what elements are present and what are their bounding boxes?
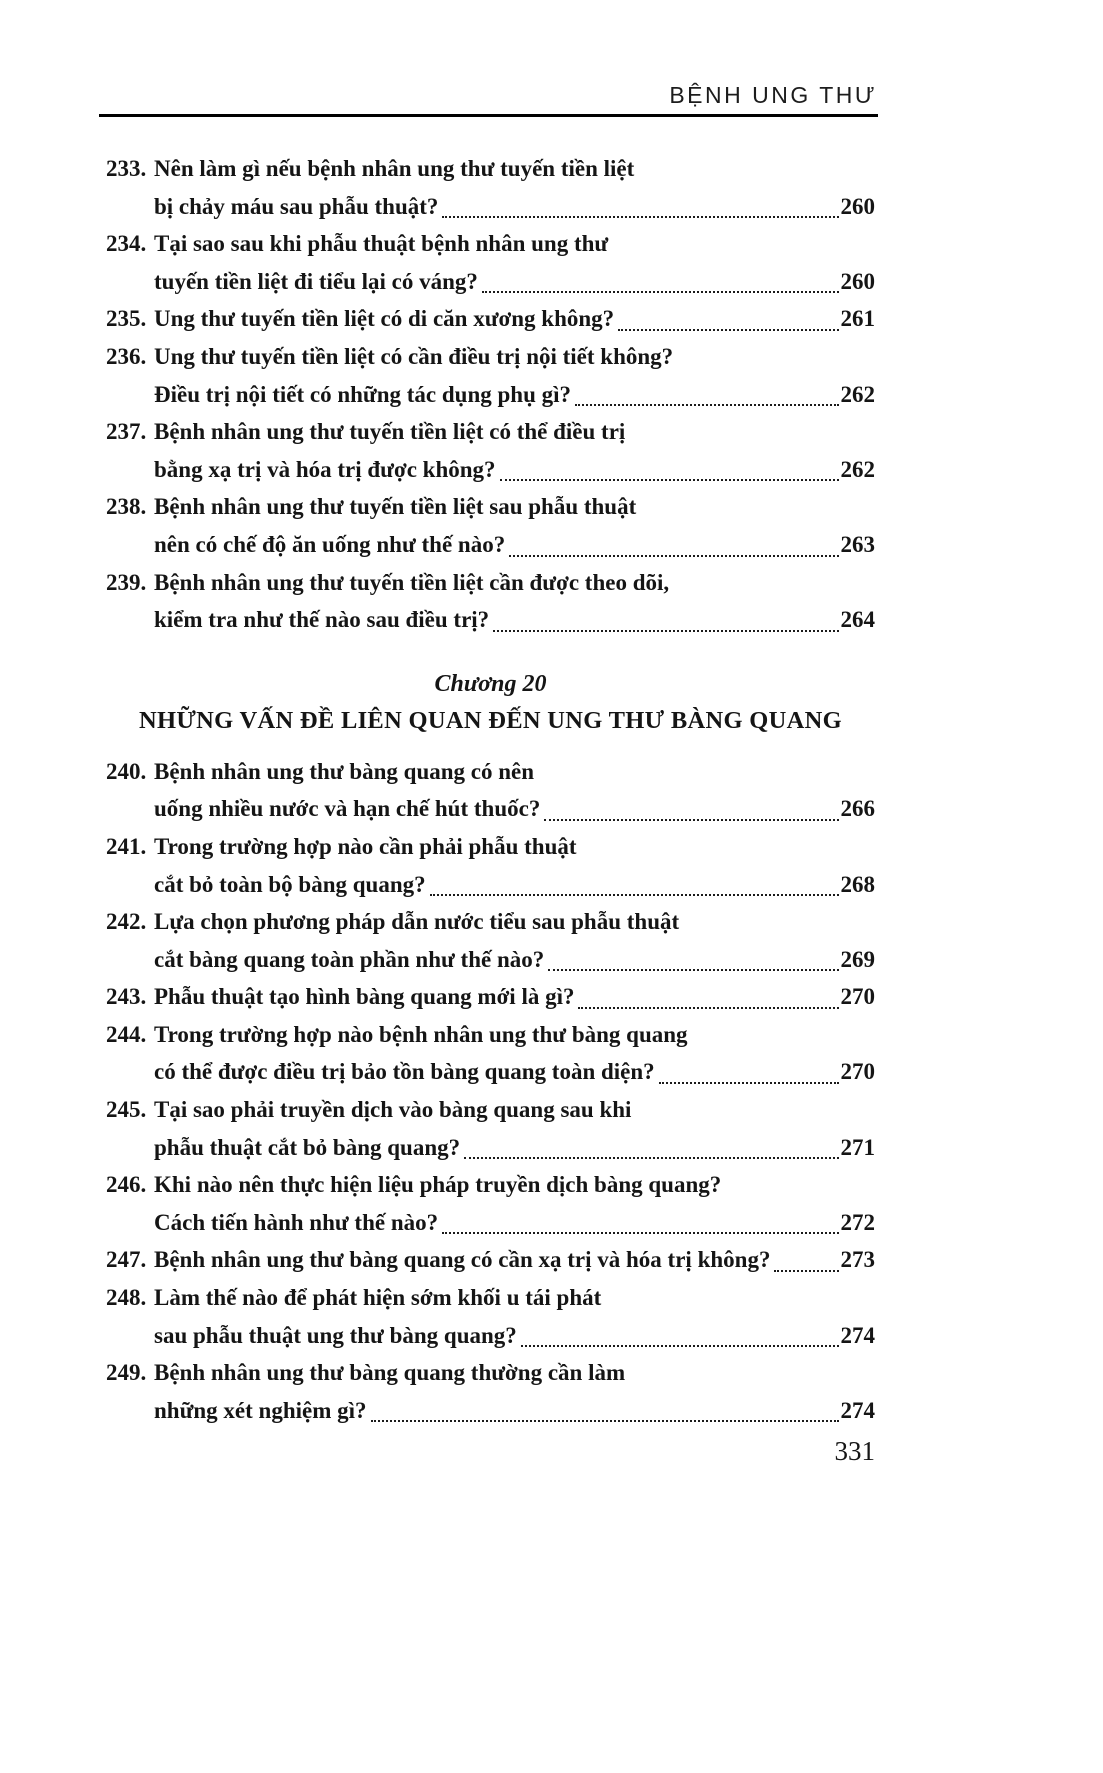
dot-leader — [430, 894, 839, 896]
chapter-number: Chương 20 — [434, 670, 547, 697]
entry-text: phẫu thuật cắt bỏ bàng quang? — [154, 1134, 461, 1160]
entry-number: 242. — [106, 909, 147, 935]
toc-line — [106, 1241, 875, 1279]
toc-entry — [106, 903, 875, 978]
entry-text: Bệnh nhân ung thư bàng quang có nên — [154, 758, 535, 784]
toc-line — [106, 263, 875, 301]
dot-leader — [442, 216, 838, 218]
dot-leader — [442, 1232, 838, 1234]
entry-text: Bệnh nhân ung thư tuyến tiền liệt cần được theo dõi, — [154, 569, 670, 595]
dot-leader — [548, 969, 838, 971]
entry-page-number: 264 — [840, 607, 875, 633]
dot-leader — [371, 1420, 839, 1422]
toc-line — [106, 1129, 875, 1167]
entry-number: 249. — [106, 1360, 147, 1386]
entry-text: Bệnh nhân ung thư bàng quang thường cần làm — [154, 1360, 626, 1386]
entry-page-number: 266 — [840, 796, 875, 822]
dot-leader — [509, 555, 838, 557]
toc-line — [106, 225, 875, 263]
dot-leader — [578, 1007, 838, 1009]
toc-line — [106, 1053, 875, 1091]
toc-line — [106, 526, 875, 564]
entry-number: 233. — [106, 156, 147, 181]
toc-line — [106, 1016, 875, 1054]
page-number: 331 — [834, 1436, 875, 1466]
entry-page-number: 262 — [840, 456, 875, 482]
entry-text: cắt bàng quang toàn phần như thế nào? — [154, 946, 545, 972]
toc-line — [106, 413, 875, 451]
toc-line — [106, 1392, 875, 1430]
toc-line — [106, 1279, 875, 1317]
entry-number: 239. — [106, 569, 147, 595]
toc-entry — [106, 1016, 875, 1091]
toc-entry — [106, 1166, 875, 1241]
toc-entry — [106, 1279, 875, 1354]
toc-entry — [106, 300, 875, 338]
entry-text: có thể được điều trị bảo tồn bàng quang toàn diện? — [154, 1059, 655, 1085]
entry-page-number: 270 — [840, 984, 875, 1010]
entry-text: Ung thư tuyến tiền liệt có di căn xương không? — [154, 306, 615, 332]
dot-leader — [618, 329, 838, 331]
entry-text: kiểm tra như thế nào sau điều trị? — [154, 607, 490, 633]
entry-page-number: 262 — [840, 381, 875, 407]
entry-page-number: 260 — [840, 268, 875, 294]
entry-text: những xét nghiệm gì? — [154, 1397, 367, 1423]
entry-text: bằng xạ trị và hóa trị được không? — [154, 456, 496, 482]
toc-entry — [106, 1091, 875, 1166]
toc-line — [106, 564, 875, 602]
dot-leader — [774, 1270, 838, 1272]
entry-text: Ung thư tuyến tiền liệt có cần điều trị nội tiết không? — [154, 343, 674, 369]
entry-page-number: 274 — [840, 1397, 875, 1423]
entry-number: 235. — [106, 306, 147, 332]
toc-entry — [106, 1241, 875, 1279]
toc-entry — [106, 564, 875, 639]
entry-number: 248. — [106, 1285, 147, 1311]
entry-text: Cách tiến hành như thế nào? — [154, 1209, 439, 1235]
dot-leader — [500, 479, 839, 481]
entry-page-number: 263 — [840, 531, 875, 557]
dot-leader — [464, 1157, 838, 1159]
chapter-title: NHỮNG VẤN ĐỀ LIÊN QUAN ĐẾN UNG THƯ BÀNG QUANG — [139, 706, 842, 734]
entry-page-number: 260 — [840, 193, 875, 219]
entry-number: 234. — [106, 231, 147, 257]
entry-text: cắt bỏ toàn bộ bàng quang? — [154, 871, 426, 897]
toc-entry — [106, 488, 875, 563]
dot-leader — [521, 1345, 839, 1347]
toc-line — [106, 1354, 875, 1392]
entry-text: Tại sao sau khi phẫu thuật bệnh nhân ung thư — [154, 231, 609, 257]
header-rule — [99, 114, 878, 117]
entry-number: 246. — [106, 1172, 147, 1198]
toc-line — [106, 376, 875, 414]
toc-entry — [106, 1354, 875, 1429]
dot-leader — [544, 819, 838, 821]
entry-number: 238. — [106, 494, 147, 520]
entry-text: Tại sao phải truyền dịch vào bàng quang sau khi — [154, 1097, 632, 1123]
toc-line — [106, 941, 875, 979]
toc-line — [106, 866, 875, 904]
entry-page-number: 270 — [840, 1059, 875, 1085]
entry-text: Trong trường hợp nào cần phải phẫu thuật — [154, 833, 577, 859]
entry-number: 245. — [106, 1097, 147, 1123]
entry-text: bị chảy máu sau phẫu thuật? — [154, 193, 439, 219]
entry-text: Nên làm gì nếu bệnh nhân ung thư tuyến tiền liệt — [154, 156, 635, 181]
entry-page-number: 269 — [840, 946, 875, 972]
entry-number: 247. — [106, 1247, 147, 1273]
entry-page-number: 274 — [840, 1322, 875, 1348]
dot-leader — [493, 630, 838, 632]
toc-line — [106, 488, 875, 526]
toc-line — [106, 1204, 875, 1242]
entry-text: nên có chế độ ăn uống như thế nào? — [154, 531, 506, 557]
entry-text: tuyến tiền liệt đi tiểu lại có váng? — [154, 268, 478, 294]
dot-leader — [482, 291, 839, 293]
toc-entry — [106, 978, 875, 1016]
entry-number: 236. — [106, 343, 147, 369]
table-of-contents — [106, 150, 875, 1429]
entry-page-number: 261 — [840, 306, 875, 332]
toc-line — [106, 978, 875, 1016]
entry-number: 241. — [106, 833, 147, 859]
entry-text: Điều trị nội tiết có những tác dụng phụ gì? — [154, 381, 571, 407]
toc-line — [106, 1166, 875, 1204]
entry-text: Làm thế nào để phát hiện sớm khối u tái phát — [154, 1285, 602, 1311]
dot-leader — [575, 404, 839, 406]
entry-page-number: 268 — [840, 871, 875, 897]
toc-line — [106, 300, 875, 338]
toc-line — [106, 1317, 875, 1355]
toc-entry — [106, 413, 875, 488]
running-head-title: BỆNH UNG THƯ — [669, 82, 877, 108]
toc-line — [106, 753, 875, 791]
toc-line — [106, 903, 875, 941]
chapter-heading — [106, 666, 875, 740]
toc-line — [106, 601, 875, 639]
toc-line — [106, 150, 875, 188]
toc-line — [106, 1091, 875, 1129]
entry-text: Bệnh nhân ung thư tuyến tiền liệt có thể điều trị — [154, 419, 626, 445]
toc-line — [106, 188, 875, 226]
toc-entry — [106, 338, 875, 413]
entry-text: Bệnh nhân ung thư bàng quang có cần xạ trị và hóa trị không? — [154, 1247, 771, 1273]
entry-page-number: 272 — [840, 1209, 875, 1235]
entry-text: sau phẫu thuật ung thư bàng quang? — [154, 1322, 517, 1348]
entry-page-number: 273 — [840, 1247, 875, 1273]
toc-entry — [106, 753, 875, 828]
toc-line — [106, 828, 875, 866]
dot-leader — [659, 1082, 839, 1084]
entry-number: 243. — [106, 984, 147, 1010]
entry-number: 240. — [106, 758, 147, 784]
toc-entry — [106, 225, 875, 300]
toc-entry — [106, 150, 875, 225]
toc-line — [106, 451, 875, 489]
entry-text: Trong trường hợp nào bệnh nhân ung thư bàng quang — [154, 1021, 688, 1047]
entry-text: Khi nào nên thực hiện liệu pháp truyền dịch bàng quang? — [154, 1172, 722, 1198]
entry-text: uống nhiều nước và hạn chế hút thuốc? — [154, 796, 541, 822]
toc-line — [106, 790, 875, 828]
entry-number: 244. — [106, 1021, 147, 1047]
toc-line — [106, 338, 875, 376]
entry-page-number: 271 — [840, 1134, 875, 1160]
entry-text: Phẫu thuật tạo hình bàng quang mới là gì? — [154, 984, 575, 1010]
entry-number: 237. — [106, 419, 147, 445]
toc-entry — [106, 828, 875, 903]
entry-text: Lựa chọn phương pháp dẫn nước tiểu sau phẫu thuật — [154, 909, 680, 935]
entry-text: Bệnh nhân ung thư tuyến tiền liệt sau phẫu thuật — [154, 494, 637, 520]
